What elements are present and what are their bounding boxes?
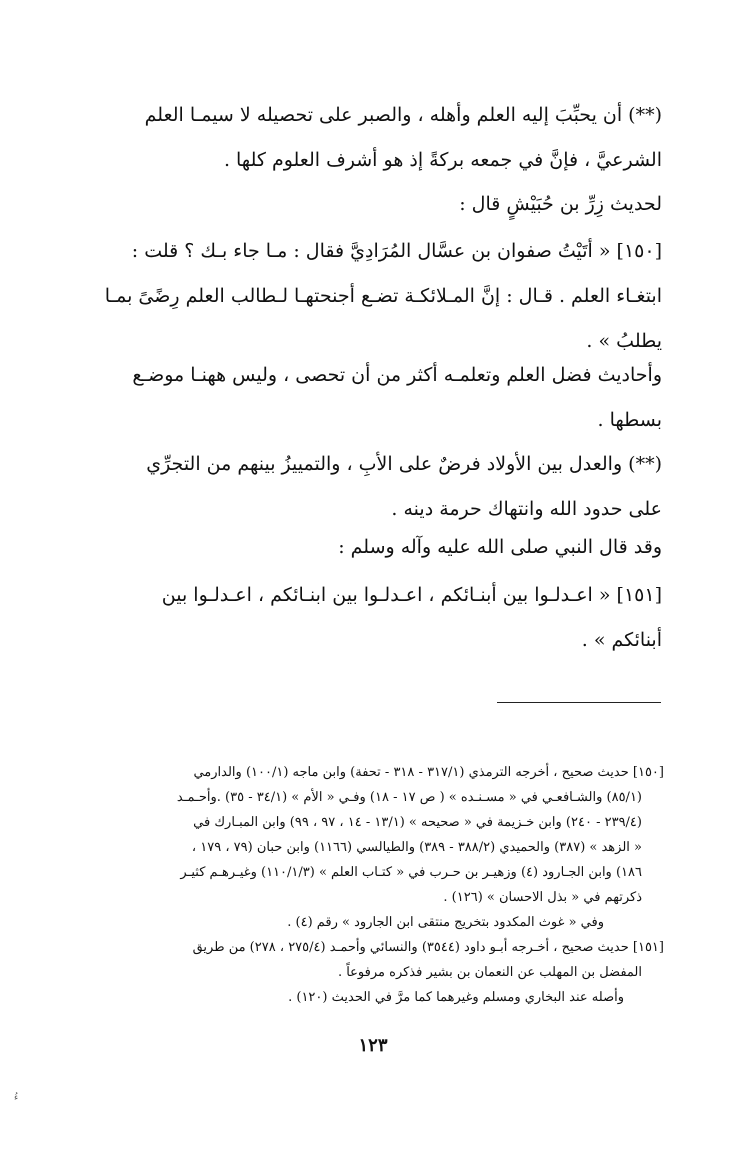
footnote-line: « الزهد » (٣٨٧) والحميدي (٣٨٨/٢ - ٣٨٩) والطيالسي (١١٦٦) وابن حبان (٧٩ ، ١٧٩ ، (191, 840, 642, 855)
footnote-line: وأصله عند البخاري ومسلم وغيرهما كما مرَّ في الحديث (١٢٠) . (288, 990, 624, 1005)
paragraph-hadith-150 (102, 229, 662, 364)
text-line: على حدود الله وانتهاك حرمة دينه . (391, 498, 662, 520)
footnote-line: (٢٣٩/٤ - ٢٤٠) وابن خـزيمة في « صحيحه » (١٣/١ - ١٤ ، ٩٧ ، ٩٩) وابن المبـارك في (193, 815, 642, 830)
text-line: (**) والعدل بين الأولاد فرضٌ على الأبِ ، والتمييزُ بينهم من التجرِّي (146, 453, 662, 475)
paragraph-prophet-said (102, 525, 662, 570)
footnote-line: المفضل بن المهلب عن النعمان بن بشير فذكره مرفوعاً . (337, 965, 642, 980)
footnote-line: [١٥٠] حديث صحيح ، أخرجه الترمذي (٣١٧/١ - ٣١٨ - تحفة) وابن ماجه (١٠٠/١) والدارمي (193, 765, 664, 780)
text-line: وأحاديث فضل العلم وتعلمـه أكثر من أن تحصى ، وليس ههنـا موضـع (132, 364, 662, 386)
footnote-150 (84, 760, 664, 935)
edge-mark: ءُ (14, 1093, 19, 1103)
text-line: الشرعيَّ ، فإنَّ في جمعه بركةً إذ هو أشرف العلوم كلها . (223, 149, 662, 171)
footnote-line: (٨٥/١) والشـافعـي في « مسـنـده » ( ص ١٧ - ١٨) وفـي « الأم » (٣٤/١ - ٣٥) .وأحـمـد (176, 790, 642, 805)
paragraph-hadith-intro (102, 182, 662, 227)
paragraph-hadith-151 (102, 573, 662, 663)
paragraph-justice-among-children (102, 442, 662, 532)
footnote-separator (497, 702, 661, 703)
paragraph-virtues-of-knowledge (102, 353, 662, 443)
footnote-line: ذكرتهم في « بذل الاحسان » (١٢٦) . (443, 890, 642, 905)
text-line: أبنائكم » . (581, 629, 662, 651)
footnote-line: ١٨٦) وابن الجـارود (٤) وزهيـر بن حـرب في « كتـاب العلم » (١١٠/١/٣) وغيـرهـم كثيـر (180, 865, 642, 880)
text-line: بسطها . (597, 409, 662, 431)
text-line: [١٥١] « اعـدلـوا بين أبنـائكم ، اعـدلـوا بين ابنـائكم ، اعـدلـوا بين (161, 584, 662, 606)
page-number: ١٢٣ (358, 1035, 388, 1056)
text-line: ابتغـاء العلم . قـال : إنَّ المـلائكـة تضـع أجنحتهـا لـطالب العلم رِضًىً بمـا (104, 285, 662, 307)
text-line: (**) أن يحبِّبَ إليه العلم وأهله ، والصبر على تحصيله لا سيمـا العلم (144, 104, 662, 126)
text-line: [١٥٠] « أتَيْتُ صفوان بن عسَّال المُرَادِيَّ فقال : مـا جاء بـك ؟ قلت : (131, 240, 662, 262)
footnote-151 (84, 935, 664, 1010)
text-line: لحديث زِرِّ بن حُبَيْشٍ قال : (459, 193, 662, 215)
paragraph-love-of-knowledge (102, 93, 662, 183)
text-line: وقد قال النبي صلى الله عليه وآله وسلم : (338, 536, 662, 558)
text-line: يطلبُ » . (586, 330, 662, 352)
footnote-line: [١٥١] حديث صحيح ، أخـرجه أبـو داود (٣٥٤٤) والنسائي وأحمـد (٢٧٥/٤ ، ٢٧٨) من طريق (192, 940, 664, 955)
footnote-line: وفي « غوث المكدود بتخريج منتقى ابن الجارود » رقم (٤) . (287, 915, 604, 930)
